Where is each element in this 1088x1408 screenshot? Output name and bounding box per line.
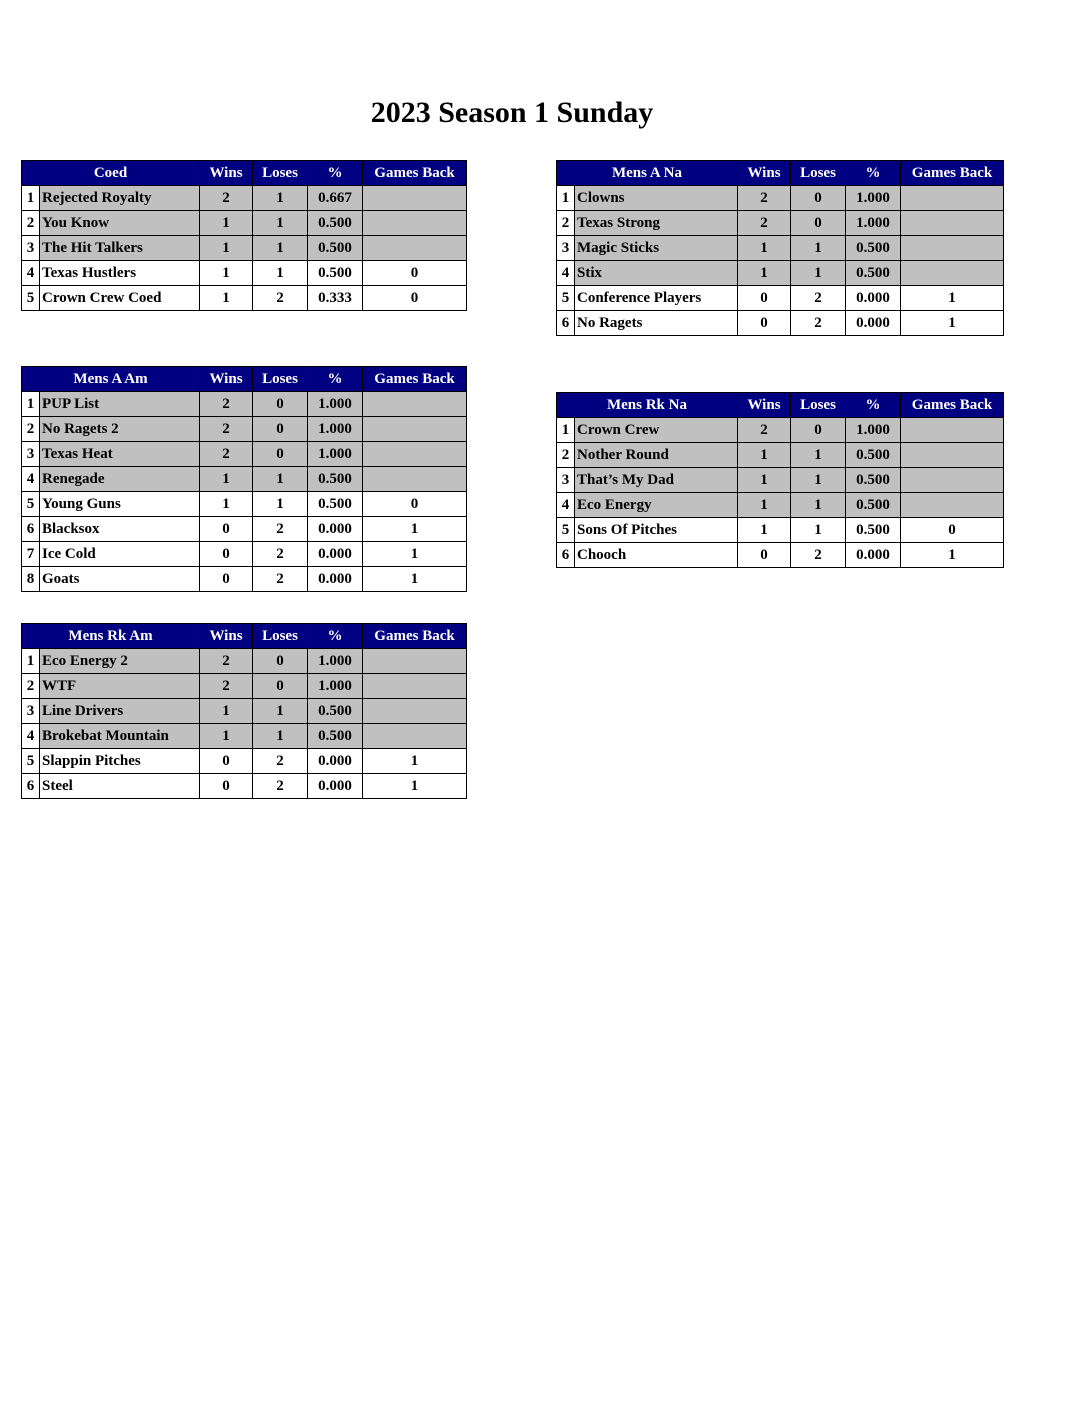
games-back-cell [363,186,467,211]
games-back-cell: 1 [901,543,1004,568]
pct-cell: 0.500 [846,493,901,518]
wins-cell: 0 [200,749,253,774]
column-header-pct: % [308,367,363,392]
wins-cell: 2 [738,418,791,443]
table-row [22,236,467,261]
rank-cell: 4 [557,261,575,286]
loses-cell: 0 [253,392,308,417]
games-back-cell: 1 [363,749,467,774]
column-header-games-back: Games Back [363,624,467,649]
column-header-games-back: Games Back [901,393,1004,418]
table-row [22,649,467,674]
loses-cell: 0 [253,674,308,699]
pct-cell: 0.333 [308,286,363,311]
team-name-cell: Renegade [40,467,200,492]
team-name-cell: Nother Round [575,443,738,468]
table-row [557,311,1004,336]
pct-cell: 1.000 [308,392,363,417]
loses-cell: 2 [253,774,308,799]
wins-cell: 1 [738,468,791,493]
wins-cell: 2 [200,392,253,417]
rank-cell: 6 [22,774,40,799]
table-title-coed: Coed [22,161,200,186]
table-row [557,211,1004,236]
pct-cell: 0.000 [308,774,363,799]
table-row [557,286,1004,311]
table-title-mens-a-am: Mens A Am [22,367,200,392]
rank-cell: 2 [22,211,40,236]
rank-cell: 3 [22,442,40,467]
loses-cell: 0 [791,418,846,443]
wins-cell: 2 [200,442,253,467]
loses-cell: 2 [253,517,308,542]
team-name-cell: You Know [40,211,200,236]
pct-cell: 0.000 [308,517,363,542]
team-name-cell: Sons Of Pitches [575,518,738,543]
loses-cell: 1 [791,236,846,261]
pct-cell: 0.000 [308,749,363,774]
games-back-cell [901,443,1004,468]
column-header-pct: % [308,161,363,186]
pct-cell: 0.000 [846,543,901,568]
table-row [557,186,1004,211]
pct-cell: 0.500 [846,468,901,493]
games-back-cell [363,392,467,417]
table-row [22,724,467,749]
team-name-cell: Conference Players [575,286,738,311]
team-name-cell: Texas Strong [575,211,738,236]
loses-cell: 1 [253,236,308,261]
games-back-cell [901,468,1004,493]
team-name-cell: Stix [575,261,738,286]
wins-cell: 1 [738,261,791,286]
games-back-cell [363,417,467,442]
standings-table-coed [21,160,467,311]
wins-cell: 1 [738,518,791,543]
team-name-cell: Magic Sticks [575,236,738,261]
table-row [22,392,467,417]
games-back-cell: 1 [901,311,1004,336]
games-back-cell [363,699,467,724]
wins-cell: 1 [738,493,791,518]
rank-cell: 4 [22,467,40,492]
pct-cell: 0.500 [308,699,363,724]
header-row [22,161,467,186]
pct-cell: 0.500 [308,261,363,286]
wins-cell: 0 [738,543,791,568]
team-name-cell: Slappin Pitches [40,749,200,774]
column-header-loses: Loses [253,624,308,649]
column-header-games-back: Games Back [901,161,1004,186]
table-row [22,467,467,492]
header-row [557,393,1004,418]
loses-cell: 1 [253,492,308,517]
rank-cell: 3 [557,468,575,493]
column-header-pct: % [308,624,363,649]
page-title: 2023 Season 1 Sunday [370,96,654,129]
pct-cell: 0.000 [308,542,363,567]
loses-cell: 0 [791,211,846,236]
table-row [557,418,1004,443]
rank-cell: 1 [22,392,40,417]
games-back-cell: 1 [363,774,467,799]
rank-cell: 3 [22,699,40,724]
rank-cell: 1 [557,186,575,211]
wins-cell: 2 [200,186,253,211]
loses-cell: 1 [253,699,308,724]
rank-cell: 8 [22,567,40,592]
table-container-coed [21,160,467,311]
wins-cell: 1 [200,724,253,749]
rank-cell: 2 [557,211,575,236]
table-row [22,417,467,442]
pct-cell: 0.500 [846,518,901,543]
loses-cell: 1 [253,724,308,749]
games-back-cell [363,724,467,749]
games-back-cell [363,236,467,261]
pct-cell: 0.000 [846,311,901,336]
rank-cell: 5 [557,518,575,543]
loses-cell: 2 [791,543,846,568]
wins-cell: 0 [200,774,253,799]
pct-cell: 1.000 [846,418,901,443]
wins-cell: 2 [200,417,253,442]
loses-cell: 1 [791,443,846,468]
rank-cell: 2 [22,674,40,699]
games-back-cell [901,418,1004,443]
rank-cell: 4 [557,493,575,518]
wins-cell: 1 [200,236,253,261]
column-header-games-back: Games Back [363,161,467,186]
table-row [557,261,1004,286]
table-row [557,493,1004,518]
games-back-cell [363,211,467,236]
team-name-cell: Eco Energy 2 [40,649,200,674]
games-back-cell [363,649,467,674]
games-back-cell [901,236,1004,261]
column-header-pct: % [846,161,901,186]
games-back-cell [901,493,1004,518]
pct-cell: 1.000 [846,186,901,211]
loses-cell: 0 [253,442,308,467]
team-name-cell: Clowns [575,186,738,211]
header-row [22,367,467,392]
rank-cell: 4 [22,724,40,749]
wins-cell: 0 [200,567,253,592]
pct-cell: 1.000 [846,211,901,236]
table-row [22,517,467,542]
games-back-cell: 0 [363,286,467,311]
team-name-cell: Ice Cold [40,542,200,567]
games-back-cell: 0 [363,492,467,517]
rank-cell: 6 [557,311,575,336]
wins-cell: 2 [200,674,253,699]
loses-cell: 2 [253,567,308,592]
wins-cell: 1 [200,492,253,517]
games-back-cell: 1 [363,517,467,542]
pct-cell: 0.000 [308,567,363,592]
games-back-cell: 1 [363,542,467,567]
pct-cell: 0.000 [846,286,901,311]
loses-cell: 1 [253,211,308,236]
pct-cell: 0.500 [308,492,363,517]
table-row [22,442,467,467]
table-row [557,468,1004,493]
games-back-cell: 0 [363,261,467,286]
loses-cell: 2 [253,542,308,567]
standings-table-mens-rk-am [21,623,467,799]
loses-cell: 1 [253,261,308,286]
table-title-mens-rk-na: Mens Rk Na [557,393,738,418]
games-back-cell: 1 [901,286,1004,311]
rank-cell: 3 [22,236,40,261]
column-header-wins: Wins [200,161,253,186]
pct-cell: 0.500 [846,236,901,261]
column-header-loses: Loses [253,367,308,392]
team-name-cell: No Ragets [575,311,738,336]
table-row [22,492,467,517]
column-header-games-back: Games Back [363,367,467,392]
team-name-cell: WTF [40,674,200,699]
team-name-cell: Chooch [575,543,738,568]
rank-cell: 6 [22,517,40,542]
column-header-wins: Wins [738,161,791,186]
table-row [22,774,467,799]
rank-cell: 1 [22,649,40,674]
team-name-cell: PUP List [40,392,200,417]
loses-cell: 1 [253,186,308,211]
rank-cell: 5 [22,749,40,774]
team-name-cell: Texas Hustlers [40,261,200,286]
table-row [557,518,1004,543]
table-row [557,543,1004,568]
table-row [22,567,467,592]
games-back-cell [363,674,467,699]
team-name-cell: Goats [40,567,200,592]
column-header-loses: Loses [791,393,846,418]
pct-cell: 1.000 [308,417,363,442]
pct-cell: 1.000 [308,442,363,467]
rank-cell: 1 [557,418,575,443]
wins-cell: 2 [200,649,253,674]
rank-cell: 5 [22,286,40,311]
standings-table-mens-rk-na [556,392,1004,568]
team-name-cell: Crown Crew Coed [40,286,200,311]
rank-cell: 5 [22,492,40,517]
wins-cell: 1 [200,467,253,492]
loses-cell: 1 [253,467,308,492]
table-row [22,699,467,724]
table-container-mens-a-na [556,160,1004,336]
games-back-cell [363,442,467,467]
rank-cell: 4 [22,261,40,286]
games-back-cell: 0 [901,518,1004,543]
table-row [22,674,467,699]
pct-cell: 0.667 [308,186,363,211]
team-name-cell: No Ragets 2 [40,417,200,442]
table-row [22,186,467,211]
loses-cell: 1 [791,261,846,286]
pct-cell: 1.000 [308,649,363,674]
team-name-cell: Brokebat Mountain [40,724,200,749]
wins-cell: 0 [200,517,253,542]
team-name-cell: That’s My Dad [575,468,738,493]
standings-table-mens-a-na [556,160,1004,336]
table-title-mens-a-na: Mens A Na [557,161,738,186]
table-container-mens-a-am [21,366,467,592]
wins-cell: 0 [738,311,791,336]
table-container-mens-rk-na [556,392,1004,568]
pct-cell: 0.500 [846,261,901,286]
table-title-mens-rk-am: Mens Rk Am [22,624,200,649]
wins-cell: 1 [200,261,253,286]
column-header-wins: Wins [200,367,253,392]
wins-cell: 2 [738,211,791,236]
column-header-loses: Loses [791,161,846,186]
wins-cell: 1 [738,236,791,261]
loses-cell: 1 [791,468,846,493]
loses-cell: 2 [791,311,846,336]
loses-cell: 2 [253,749,308,774]
table-row [22,749,467,774]
loses-cell: 1 [791,493,846,518]
pct-cell: 0.500 [308,211,363,236]
games-back-cell [901,186,1004,211]
rank-cell: 2 [557,443,575,468]
team-name-cell: Texas Heat [40,442,200,467]
team-name-cell: Rejected Royalty [40,186,200,211]
pct-cell: 0.500 [308,236,363,261]
games-back-cell: 1 [363,567,467,592]
loses-cell: 0 [253,649,308,674]
rank-cell: 6 [557,543,575,568]
wins-cell: 1 [200,211,253,236]
wins-cell: 2 [738,186,791,211]
team-name-cell: Crown Crew [575,418,738,443]
table-row [22,542,467,567]
games-back-cell [901,261,1004,286]
pct-cell: 1.000 [308,674,363,699]
rank-cell: 5 [557,286,575,311]
wins-cell: 1 [200,699,253,724]
header-row [22,624,467,649]
team-name-cell: The Hit Talkers [40,236,200,261]
table-row [557,443,1004,468]
rank-cell: 7 [22,542,40,567]
standings-table-mens-a-am [21,366,467,592]
table-row [22,261,467,286]
header-row [557,161,1004,186]
wins-cell: 1 [200,286,253,311]
team-name-cell: Young Guns [40,492,200,517]
column-header-pct: % [846,393,901,418]
column-header-loses: Loses [253,161,308,186]
table-row [557,236,1004,261]
rank-cell: 2 [22,417,40,442]
team-name-cell: Blacksox [40,517,200,542]
team-name-cell: Steel [40,774,200,799]
games-back-cell [363,467,467,492]
loses-cell: 1 [791,518,846,543]
table-row [22,211,467,236]
table-row [22,286,467,311]
wins-cell: 0 [200,542,253,567]
team-name-cell: Eco Energy [575,493,738,518]
column-header-wins: Wins [738,393,791,418]
loses-cell: 0 [253,417,308,442]
pct-cell: 0.500 [308,467,363,492]
team-name-cell: Line Drivers [40,699,200,724]
column-header-wins: Wins [200,624,253,649]
loses-cell: 2 [253,286,308,311]
rank-cell: 1 [22,186,40,211]
wins-cell: 0 [738,286,791,311]
table-container-mens-rk-am [21,623,467,799]
rank-cell: 3 [557,236,575,261]
pct-cell: 0.500 [846,443,901,468]
pct-cell: 0.500 [308,724,363,749]
wins-cell: 1 [738,443,791,468]
games-back-cell [901,211,1004,236]
loses-cell: 2 [791,286,846,311]
loses-cell: 0 [791,186,846,211]
